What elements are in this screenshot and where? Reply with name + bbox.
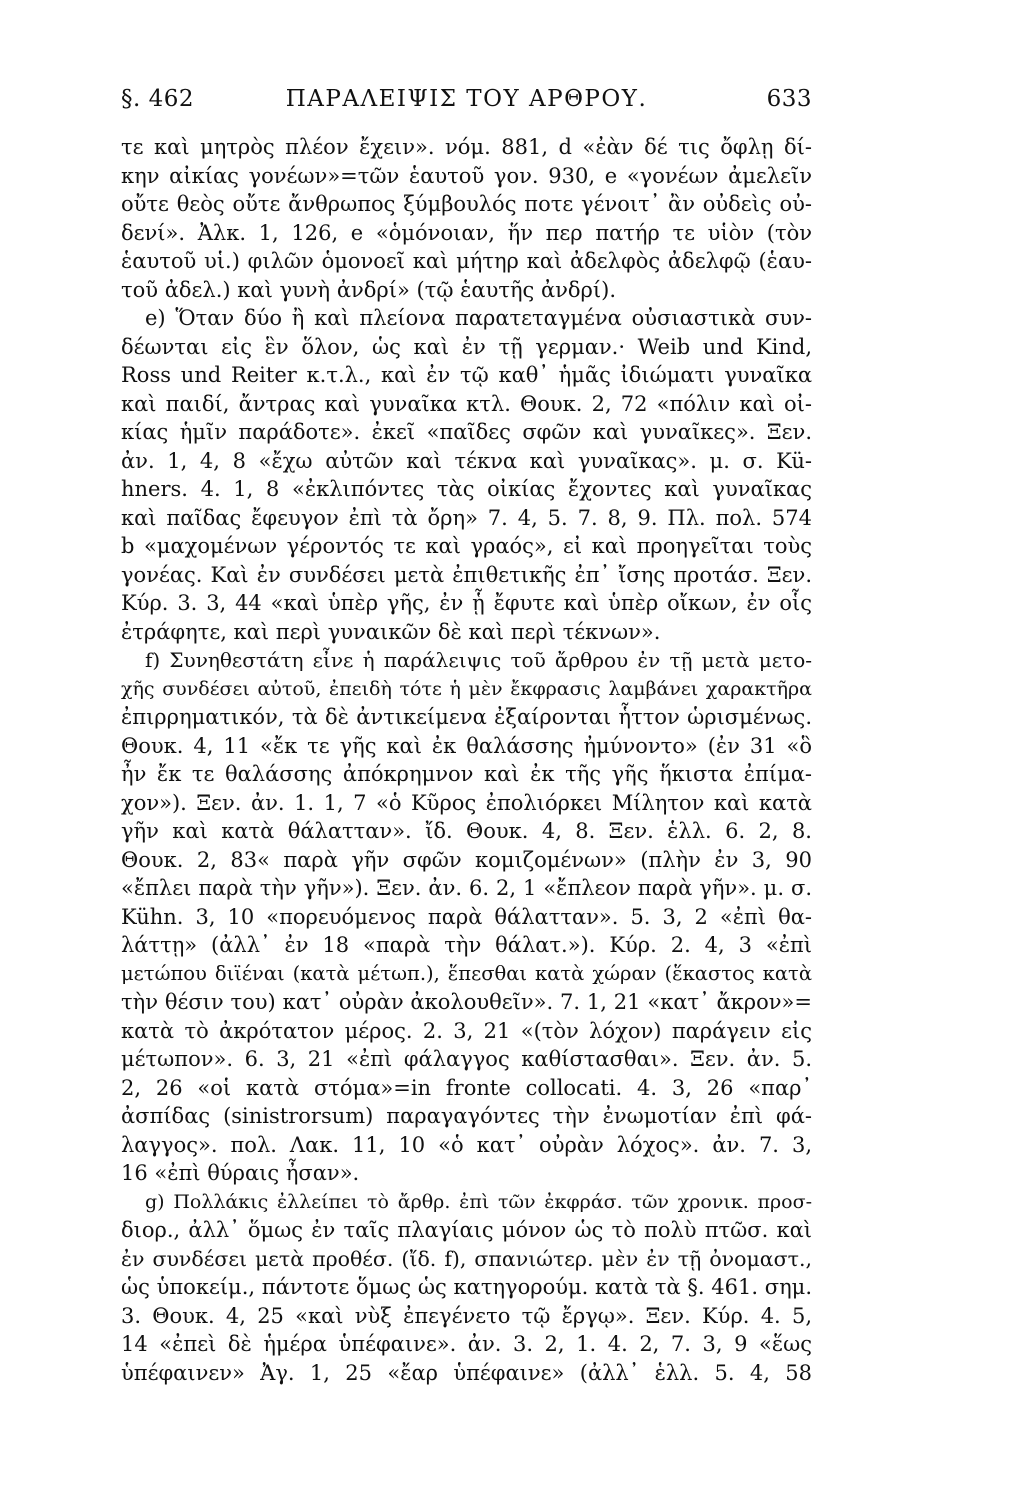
- text-line: Ross und Reiter κ.τ.λ., καὶ ἐν τῷ καθ᾽ ἡμᾶς ἰδιώματι γυναῖκα: [121, 363, 812, 387]
- text-line: ἐτράφητε, καὶ περὶ γυναικῶν δὲ καὶ περὶ τέκνων».: [121, 619, 661, 644]
- text-line: διορ., ἀλλ᾽ ὅμως ἐν ταῖς πλαγίαις μόνον ὡς τὸ πολὺ πτῶσ. καὶ: [121, 1218, 812, 1242]
- text-line: λάττῃ» (ἀλλ᾽ ἐν 18 «παρὰ τὴν θάλατ.»). Κύρ. 2. 4, 3 «ἐπὶ: [121, 933, 812, 957]
- text-line: ἑαυτοῦ υἱ.) φιλῶν ὁμονοεῖ καὶ μήτηρ καὶ ἀδελφὸς ἀδελφῷ (ἑαυ-: [121, 249, 812, 273]
- text-line: ἀν. 1, 4, 8 «ἔχω αὐτῶν καὶ τέκνα καὶ γυναῖκας». μ. σ. Kü-: [121, 448, 812, 473]
- text-line: Θουκ. 2, 83« παρὰ γῆν σφῶν κομιζομένων» (πλὴν ἐν 3, 90: [121, 847, 812, 872]
- text-line: ἐν συνδέσει μετὰ προθέσ. (ἴδ. f), σπανιώτερ. μὲν ἐν τῇ ὀνομαστ.,: [121, 1246, 812, 1271]
- text-line: καὶ παῖδας ἔφευγον ἐπὶ τὰ ὄρη» 7. 4, 5. 7. 8, 9. Πλ. πολ. 574: [121, 505, 812, 530]
- text-line: ὑπέφαινεν» Ἀγ. 1, 25 «ἔαρ ὑπέφαινε» (ἀλλ᾽ ἑλλ. 5. 4, 58: [121, 1360, 812, 1385]
- text-line: τὴν θέσιν του) κατ᾽ οὐρὰν ἀκολουθεῖν». 7. 1, 21 «κατ᾽ ἄκρον»=: [121, 990, 812, 1014]
- text-line: Κύρ. 3. 3, 44 «καὶ ὑπὲρ γῆς, ἐν ᾗ ἔφυτε καὶ ὑπὲρ οἴκων, ἐν οἷς: [121, 591, 812, 615]
- text-line: «ἔπλει παρὰ τὴν γῆν»). Ξεν. ἀν. 6. 2, 1 «ἔπλεον παρὰ γῆν». μ. σ.: [121, 876, 812, 900]
- section-number: §. 462: [121, 86, 195, 112]
- page-number: 633: [766, 86, 812, 112]
- text-line: 16 «ἐπὶ θύραις ἦσαν».: [121, 1161, 360, 1185]
- text-line: χῆς συνδέσει αὐτοῦ, ἐπειδὴ τότε ἡ μὲν ἔκφρασις λαμβάνει χαρακτῆρα: [121, 677, 812, 700]
- text-line: δέωνται εἰς ἓν ὅλον, ὡς καὶ ἐν τῇ γερμαν.· Weib und Kind,: [121, 334, 812, 359]
- running-title: ΠΑΡΑΛΕΙΨΙΣ ΤΟΥ ΑΡΘΡΟΥ.: [285, 86, 648, 112]
- text-line: καὶ παιδί, ἄντρας καὶ γυναῖκα κτλ. Θουκ. 2, 72 «πόλιν καὶ οἰ-: [121, 391, 812, 416]
- text-line: τοῦ ἀδελ.) καὶ γυνὴ ἀνδρί» (τῷ ἑαυτῆς ἀνδρί).: [121, 277, 617, 302]
- text-line: μετώπου διϊέναι (κατὰ μέτωπ.), ἕπεσθαι κατὰ χώραν (ἕκαστος κατὰ: [121, 961, 812, 985]
- text-line: χον»). Ξεν. ἀν. 1. 1, 7 «ὁ Κῦρος ἐπολιόρκει Μίλητον καὶ κατὰ: [121, 790, 812, 815]
- paragraph-g-start: g) Πολλάκις ἐλλείπει τὸ ἄρθρ. ἐπὶ τῶν ἐκφράσ. τῶν χρονικ. προσ-: [145, 1190, 812, 1213]
- text-line: 2, 26 «οἱ κατὰ στόμα»=in fronte collocati. 4. 3, 26 «παρ᾽: [121, 1075, 812, 1100]
- text-line: Θουκ. 4, 11 «ἔκ τε γῆς καὶ ἐκ θαλάσσης ἠμύνοντο» (ἐν 31 «ὃ: [121, 733, 812, 758]
- paragraph-e-start: e) Ὅταν δύο ἢ καὶ πλείονα παρατεταγμένα οὐσιαστικὰ συν-: [145, 306, 812, 330]
- text-line: 3. Θουκ. 4, 25 «καὶ νὺξ ἐπεγένετο τῷ ἔργῳ». Ξεν. Κύρ. 4. 5,: [121, 1303, 812, 1328]
- text-line: κίας ἡμῖν παράδοτε». ἐκεῖ «παῖδες σφῶν καὶ γυναῖκες». Ξεν.: [121, 420, 812, 444]
- text-line: ἦν ἔκ τε θαλάσσης ἀπόκρημνον καὶ ἐκ τῆς γῆς ἥκιστα ἐπίμα-: [121, 762, 812, 786]
- text-line: hners. 4. 1, 8 «ἐκλιπόντες τὰς οἰκίας ἔχοντες καὶ γυναῖκας: [121, 477, 812, 501]
- text-line: λαγγος». πολ. Λακ. 11, 10 «ὁ κατ᾽ οὐρὰν λόχος». ἀν. 7. 3,: [121, 1132, 812, 1157]
- text-line: δενί». Ἀλκ. 1, 126, e «ὁμόνοιαν, ἥν περ πατήρ τε υἱὸν (τὸν: [121, 220, 812, 245]
- text-line: b «μαχομένων γέροντός τε καὶ γραός», εἰ καὶ προηγεῖται τοὺς: [121, 534, 812, 558]
- text-line: 14 «ἐπεὶ δὲ ἡμέρα ὑπέφαινε». ἀν. 3. 2, 1. 4. 2, 7. 3, 9 «ἕως: [121, 1332, 812, 1356]
- paragraph-f-start: f) Συνηθεστάτη εἶνε ἡ παράλειψις τοῦ ἄρθρου ἐν τῇ μετὰ μετο-: [145, 648, 812, 672]
- text-line: οὔτε θεὸς οὔτε ἄνθρωπος ξύμβουλός ποτε γένοιτ᾽ ἂν οὐδεὶς οὐ-: [121, 192, 812, 216]
- text-line: ἐπιρρηματικόν, τὰ δὲ ἀντικείμενα ἐξαίρονται ἧττον ὡρισμένως.: [121, 705, 812, 729]
- text-line: γῆν καὶ κατὰ θάλατταν». ἴδ. Θουκ. 4, 8. Ξεν. ἑλλ. 6. 2, 8.: [121, 819, 812, 843]
- text-line: τε καὶ μητρὸς πλέον ἔχειν». νόμ. 881, d «ἐὰν δέ τις ὄφλῃ δί-: [121, 135, 812, 159]
- running-head: [121, 86, 812, 126]
- text-line: κατὰ τὸ ἀκρότατον μέρος. 2. 3, 21 «(τὸν λόχον) παράγειν εἰς: [121, 1018, 812, 1043]
- text-line: κην αἰκίας γονέων»=τῶν ἑαυτοῦ γον. 930, e «γονέων ἀμελεῖν: [121, 163, 812, 188]
- text-line: ἀσπίδας (sinistrorsum) παραγαγόντες τὴν ἐνωμοτίαν ἐπὶ φά-: [121, 1104, 812, 1128]
- text-line: γονέας. Καὶ ἐν συνδέσει μετὰ ἐπιθετικῆς ἐπ᾽ ἴσης προτάσ. Ξεν.: [121, 562, 812, 587]
- body-text: [121, 133, 812, 1387]
- text-line: Kühn. 3, 10 «πορευόμενος παρὰ θάλατταν». 5. 3, 2 «ἐπὶ θα-: [121, 904, 812, 929]
- text-line: ὡς ὑποκείμ., πάντοτε ὅμως ὡς κατηγορούμ. κατὰ τὰ §. 461. σημ.: [121, 1275, 812, 1299]
- text-line: μέτωπον». 6. 3, 21 «ἐπὶ φάλαγγος καθίστασθαι». Ξεν. ἀν. 5.: [121, 1047, 812, 1071]
